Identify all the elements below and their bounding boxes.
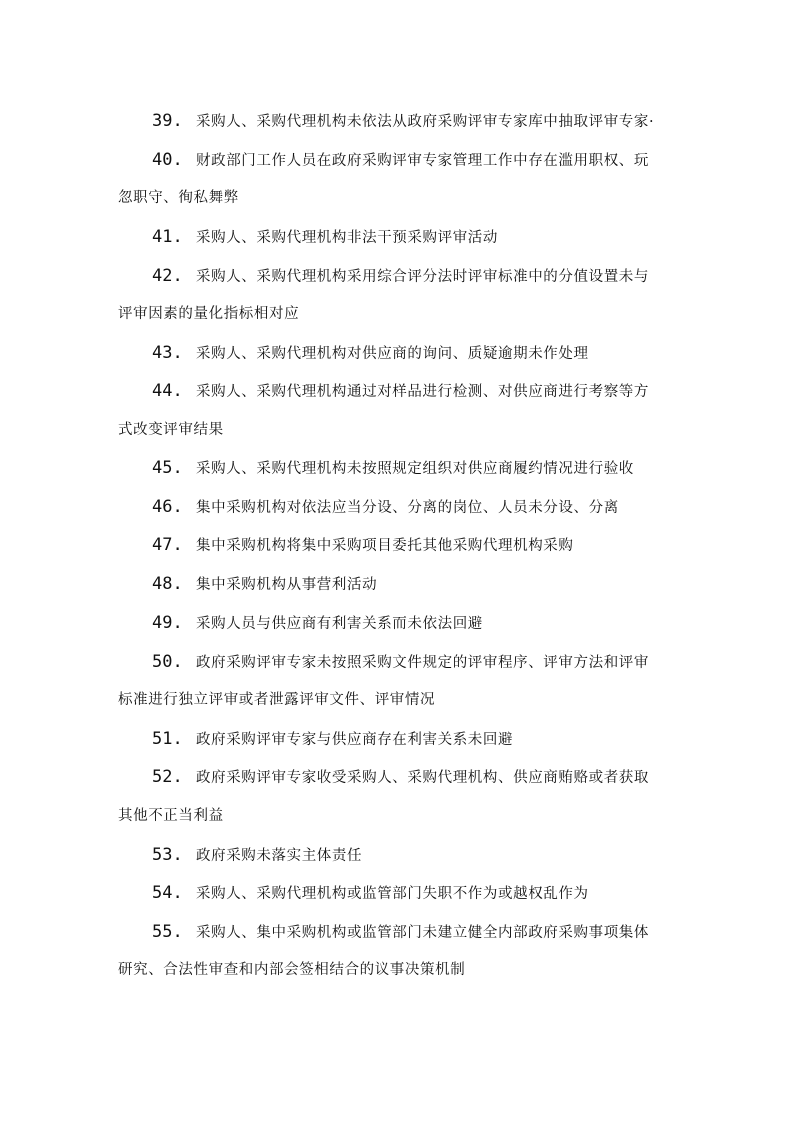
item-number: 54.	[152, 883, 183, 903]
item-first-line	[152, 150, 649, 171]
item-first-line	[152, 845, 362, 866]
item-text: 采购人、采购代理机构未依法从政府采购评审专家库中抽取评审专家·	[196, 114, 655, 130]
item-first-line	[152, 535, 574, 556]
item-text: 政府采购评审专家收受采购人、采购代理机构、供应商贿赂或者获取	[196, 770, 649, 786]
item-first-line	[152, 922, 649, 943]
item-first-line	[152, 458, 634, 479]
item-first-line	[152, 574, 377, 595]
item-text-continuation: 式改变评审结果	[118, 422, 224, 438]
item-first-line	[152, 729, 513, 750]
item-text: 采购人、集中采购机构或监管部门未建立健全内部政府采购事项集体	[196, 925, 649, 941]
item-text: 采购人、采购代理机构采用综合评分法时评审标准中的分值设置未与	[196, 269, 649, 285]
item-text: 采购人、采购代理机构非法干预采购评审活动	[196, 230, 498, 246]
item-number: 50.	[152, 652, 183, 672]
item-first-line	[152, 343, 589, 364]
item-first-line	[152, 883, 589, 904]
item-text: 采购人员与供应商有利害关系而未依法回避	[196, 616, 483, 632]
item-number: 46.	[152, 497, 183, 517]
item-text-continuation: 忽职守、徇私舞弊	[118, 190, 239, 206]
item-first-line	[152, 497, 619, 518]
item-number: 44.	[152, 381, 183, 401]
item-text: 集中采购机构将集中采购项目委托其他采购代理机构采购	[196, 538, 574, 554]
item-text: 采购人、采购代理机构或监管部门失职不作为或越权乱作为	[196, 886, 589, 902]
item-first-line	[152, 381, 649, 402]
item-first-line	[152, 266, 649, 287]
item-text-continuation: 评审因素的量化指标相对应	[118, 306, 300, 322]
item-text: 采购人、采购代理机构未按照规定组织对供应商履约情况进行验收	[196, 461, 634, 477]
item-text-continuation: 其他不正当利益	[118, 808, 224, 824]
item-text: 集中采购机构从事营利活动	[196, 577, 378, 593]
item-number: 47.	[152, 535, 183, 555]
item-text: 采购人、采购代理机构通过对样品进行检测、对供应商进行考察等方	[196, 384, 649, 400]
item-first-line	[152, 111, 654, 132]
item-number: 45.	[152, 458, 183, 478]
item-text: 政府采购未落实主体责任	[196, 848, 363, 864]
item-first-line	[152, 613, 483, 634]
item-text: 财政部门工作人员在政府采购评审专家管理工作中存在滥用职权、玩	[196, 153, 649, 169]
item-number: 48.	[152, 574, 183, 594]
item-text: 集中采购机构对依法应当分设、分离的岗位、人员未分设、分离	[196, 500, 619, 516]
item-text-continuation: 标准进行独立评审或者泄露评审文件、评审情况	[118, 692, 436, 708]
item-first-line	[152, 652, 649, 673]
item-text: 政府采购评审专家未按照采购文件规定的评审程序、评审方法和评审	[196, 655, 649, 671]
item-number: 55.	[152, 922, 183, 942]
item-number: 51.	[152, 729, 183, 749]
item-number: 53.	[152, 845, 183, 865]
item-number: 42.	[152, 266, 183, 286]
item-number: 40.	[152, 150, 183, 170]
item-number: 49.	[152, 613, 183, 633]
item-number: 41.	[152, 227, 183, 247]
item-number: 39.	[152, 111, 183, 131]
item-text-continuation: 研究、合法性审查和内部会签相结合的议事决策机制	[118, 962, 466, 978]
item-number: 43.	[152, 343, 183, 363]
item-first-line	[152, 767, 649, 788]
item-first-line	[152, 227, 498, 248]
item-text: 采购人、采购代理机构对供应商的询问、质疑逾期未作处理	[196, 346, 589, 362]
item-number: 52.	[152, 767, 183, 787]
item-text: 政府采购评审专家与供应商存在利害关系未回避	[196, 732, 514, 748]
